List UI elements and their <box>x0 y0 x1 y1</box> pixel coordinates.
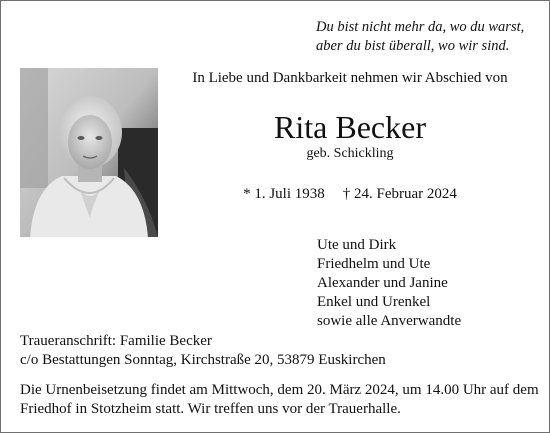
mourning-address <box>20 332 386 370</box>
notice-line: Friedhof in Stotzheim statt. Wir treffen uns vor der Trauerhalle. <box>20 401 401 417</box>
death-date: † 24. Februar 2024 <box>342 186 457 202</box>
notice-line: Die Urnenbeisetzung findet am Mittwoch, dem 20. März 2024, um 14.00 Uhr auf dem <box>20 382 539 398</box>
mourner-entry: Ute und Dirk <box>317 237 397 253</box>
burial-notice <box>20 381 539 419</box>
address-line: c/o Bestattungen Sonntag, Kirchstraße 20, 53879 Euskirchen <box>20 352 386 368</box>
mourners-list <box>317 236 461 331</box>
mourner-entry: Friedhelm und Ute <box>317 256 431 272</box>
mourner-entry: Alexander und Janine <box>317 275 448 291</box>
quote-line: Du bist nicht mehr da, wo du warst, <box>316 19 525 35</box>
memorial-quote <box>316 18 544 56</box>
mourner-entry: sowie alle Anverwandte <box>317 313 462 329</box>
portrait-photo <box>20 68 158 237</box>
portrait-photo-image <box>20 68 158 237</box>
mourner-entry: Enkel und Urenkel <box>317 294 431 310</box>
maiden-name: geb. Schickling <box>306 146 394 161</box>
deceased-name: Rita Becker <box>274 109 426 145</box>
address-line: Traueranschrift: Familie Becker <box>20 333 212 349</box>
life-dates <box>170 186 530 203</box>
quote-line: aber du bist überall, wo wir sind. <box>316 38 510 54</box>
birth-date: * 1. Juli 1938 <box>243 186 325 202</box>
intro-text: In Liebe und Dankbarkeit nehmen wir Abschied von <box>192 70 508 86</box>
